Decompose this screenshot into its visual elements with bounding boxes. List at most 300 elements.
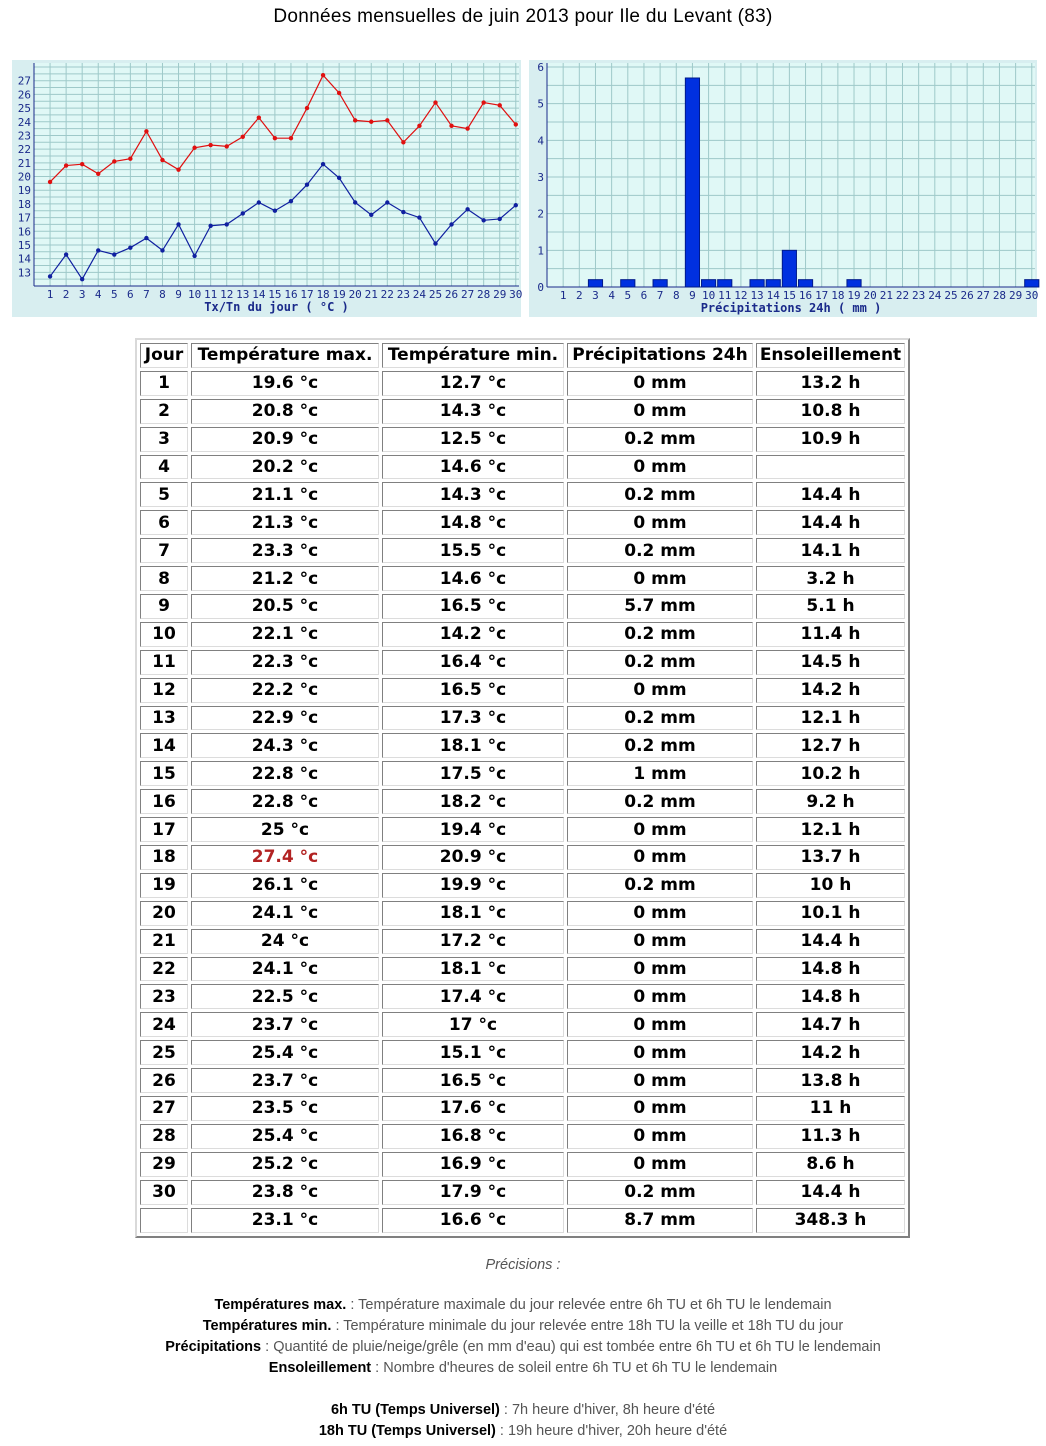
x-tick-label: 23 [396, 288, 410, 301]
table-cell: 29 [140, 1152, 188, 1177]
table-cell: 22.9 °c [191, 706, 379, 731]
table-cell: 10 [140, 622, 188, 647]
y-tick-label: 14 [17, 252, 31, 266]
data-point-tn [321, 162, 325, 166]
y-tick-label: 27 [17, 74, 31, 88]
data-point-tn [144, 236, 148, 240]
x-tick-label: 8 [672, 289, 680, 302]
table-row [140, 984, 905, 1009]
definition-line [0, 1295, 1046, 1316]
table-cell: 18 [140, 845, 188, 870]
data-point-tn [369, 213, 373, 217]
data-point-tx [273, 136, 277, 140]
y-tick-label: 25 [17, 102, 31, 116]
data-point-tn [112, 252, 116, 256]
table-row [140, 594, 905, 619]
table-cell: 16.5 °c [382, 1068, 564, 1093]
table-row [140, 929, 905, 954]
data-point-tx [449, 124, 453, 128]
table-cell: 5.1 h [756, 594, 905, 619]
definition-term: Ensoleillement [268, 1360, 372, 1376]
table-cell: 17.4 °c [382, 984, 564, 1009]
x-tick-label: 27 [976, 289, 990, 302]
table-cell: 22.8 °c [191, 789, 379, 814]
definition-line [0, 1421, 1046, 1442]
table-cell: 16.9 °c [382, 1152, 564, 1177]
table-cell: 5 [140, 482, 188, 507]
table-cell: 16 [140, 789, 188, 814]
table-cell: 348.3 h [756, 1208, 905, 1233]
table-cell: 7 [140, 538, 188, 563]
y-tick-label: 0 [537, 281, 544, 294]
table-cell: 14.6 °c [382, 566, 564, 591]
x-tick-label: 23 [912, 289, 926, 302]
precipitation-bar [782, 250, 796, 287]
data-point-tx [96, 172, 100, 176]
table-cell: 0 mm [567, 399, 753, 424]
data-point-tx [465, 126, 469, 130]
data-point-tn [433, 241, 437, 245]
data-point-tx [176, 167, 180, 171]
table-cell: 0 mm [567, 1096, 753, 1121]
y-tick-label: 13 [17, 266, 31, 280]
table-cell: 20.9 °c [382, 845, 564, 870]
data-point-tx [289, 136, 293, 140]
table-cell: 23.8 °c [191, 1180, 379, 1205]
table-row [140, 957, 905, 982]
data-point-tx [144, 129, 148, 133]
data-point-tx [225, 144, 229, 148]
x-tick-label: 22 [380, 288, 394, 301]
table-cell: 14.2 °c [382, 622, 564, 647]
definition-term: Températures min. [202, 1318, 332, 1334]
table-row [140, 1068, 905, 1093]
y-tick-label: 21 [17, 156, 31, 170]
x-axis-label: Tx/Tn du jour ( °C ) [204, 300, 349, 314]
table-cell: 0.2 mm [567, 650, 753, 675]
data-point-tn [337, 176, 341, 180]
data-point-tx [128, 157, 132, 161]
data-point-tn [498, 217, 502, 221]
data-point-tn [481, 218, 485, 222]
x-tick-label: 15 [268, 288, 282, 301]
y-tick-label: 4 [537, 134, 544, 148]
table-cell: 16.5 °c [382, 594, 564, 619]
table-cell: 19.4 °c [382, 817, 564, 842]
table-cell: 23.7 °c [191, 1012, 379, 1037]
x-tick-label: 13 [750, 289, 764, 302]
table-cell: 20.9 °c [191, 427, 379, 452]
table-row [140, 761, 905, 786]
x-tick-label: 11 [718, 289, 732, 302]
table-row [140, 1180, 905, 1205]
precipitation-bar [621, 280, 635, 287]
precipitation-bar [750, 280, 764, 287]
table-cell: 0.2 mm [567, 538, 753, 563]
precipitation-bar [588, 280, 602, 287]
table-body [140, 371, 905, 1233]
table-cell: 23.5 °c [191, 1096, 379, 1121]
data-point-tn [128, 245, 132, 249]
table-cell: 14.2 h [756, 1040, 905, 1065]
table-cell: 16.8 °c [382, 1124, 564, 1149]
table-row [140, 1152, 905, 1177]
x-tick-label: 18 [316, 288, 330, 301]
x-tick-label: 8 [159, 288, 166, 301]
data-point-tx [64, 163, 68, 167]
table-cell: 20.5 °c [191, 594, 379, 619]
table-cell: 8.7 mm [567, 1208, 753, 1233]
table-cell: 19.6 °c [191, 371, 379, 396]
precipitation-bar [685, 78, 699, 287]
table-cell: 20 [140, 901, 188, 926]
table-cell [140, 1208, 188, 1233]
x-tick-label: 29 [493, 288, 507, 301]
table-cell: 25.2 °c [191, 1152, 379, 1177]
x-tick-label: 6 [640, 289, 648, 302]
data-point-tx [417, 124, 421, 128]
x-tick-label: 9 [175, 288, 182, 301]
x-tick-label: 16 [798, 289, 813, 302]
data-point-tn [401, 210, 405, 214]
table-cell: 0.2 mm [567, 622, 753, 647]
table-cell: 3.2 h [756, 566, 905, 591]
table-cell: 12 [140, 678, 188, 703]
table-cell: 9.2 h [756, 789, 905, 814]
table-cell: 0 mm [567, 817, 753, 842]
table-cell: 4 [140, 455, 188, 480]
page-title: Données mensuelles de juin 2013 pour Ile du Levant (83) [273, 6, 773, 27]
x-tick-label: 28 [992, 289, 1007, 302]
table-row [140, 678, 905, 703]
y-tick-label: 19 [17, 184, 31, 198]
data-point-tx [353, 118, 357, 122]
table-cell: 0.2 mm [567, 427, 753, 452]
x-tick-label: 30 [1025, 289, 1039, 302]
table-cell: 10.2 h [756, 761, 905, 786]
table-row [140, 622, 905, 647]
data-point-tx [337, 91, 341, 95]
data-point-tn [514, 203, 518, 207]
data-point-tx [514, 122, 518, 126]
x-tick-label: 26 [960, 289, 974, 302]
table-cell: 14.7 h [756, 1012, 905, 1037]
x-tick-label: 18 [831, 289, 845, 302]
table-cell: 16.5 °c [382, 678, 564, 703]
table-cell: 25 °c [191, 817, 379, 842]
column-header: Précipitations 24h [567, 343, 753, 368]
table-cell: 13.8 h [756, 1068, 905, 1093]
table-cell: 24 °c [191, 929, 379, 954]
table-cell: 14.4 h [756, 1180, 905, 1205]
table-cell: 24.3 °c [191, 733, 379, 758]
table-cell: 18.1 °c [382, 901, 564, 926]
table-cell: 14.2 h [756, 678, 905, 703]
x-tick-label: 26 [444, 288, 459, 301]
precipitation-bar [653, 280, 667, 287]
y-tick-label: 22 [17, 143, 31, 157]
table-row [140, 399, 905, 424]
table-cell: 16.6 °c [382, 1208, 564, 1233]
data-point-tn [449, 222, 453, 226]
data-point-tn [176, 222, 180, 226]
data-point-tn [465, 207, 469, 211]
table-cell: 17.3 °c [382, 706, 564, 731]
table-cell: 10.9 h [756, 427, 905, 452]
table-cell: 14.8 h [756, 984, 905, 1009]
data-point-tx [48, 180, 52, 184]
table-cell: 17.9 °c [382, 1180, 564, 1205]
y-tick-label: 16 [17, 225, 31, 239]
table-row [140, 845, 905, 870]
table-cell: 22 [140, 957, 188, 982]
precipitation-bar [702, 280, 716, 287]
data-point-tx [481, 100, 485, 104]
x-tick-label: 3 [592, 289, 599, 302]
table-header-row [140, 343, 905, 368]
table-cell: 30 [140, 1180, 188, 1205]
table-row [140, 482, 905, 507]
table-cell: 23.3 °c [191, 538, 379, 563]
table-cell: 13.7 h [756, 845, 905, 870]
y-tick-label: 18 [17, 197, 31, 211]
temperature-chart-svg [12, 60, 521, 317]
x-tick-label: 2 [62, 288, 70, 301]
data-point-tx [498, 103, 502, 107]
table-cell: 25.4 °c [191, 1124, 379, 1149]
table-cell: 11.4 h [756, 622, 905, 647]
table-row [140, 873, 905, 898]
table-cell: 0 mm [567, 1068, 753, 1093]
table-cell: 27.4 °c [191, 845, 379, 870]
table-row [140, 650, 905, 675]
x-axis-label: Précipitations 24h ( mm ) [700, 301, 882, 315]
table-cell: 23 [140, 984, 188, 1009]
data-point-tn [385, 200, 389, 204]
column-header: Température min. [382, 343, 564, 368]
data-point-tn [48, 274, 52, 278]
table-cell: 0 mm [567, 566, 753, 591]
data-point-tn [353, 200, 357, 204]
definition-term: 6h TU (Temps Universel) [330, 1402, 500, 1418]
table-cell: 25.4 °c [191, 1040, 379, 1065]
x-tick-label: 29 [1008, 289, 1023, 302]
table-cell: 0 mm [567, 1012, 753, 1037]
table-row [140, 538, 905, 563]
x-tick-label: 25 [944, 289, 958, 302]
x-tick-label: 28 [477, 288, 491, 301]
table-cell: 14.1 h [756, 538, 905, 563]
table-cell [756, 455, 905, 480]
table-row [140, 427, 905, 452]
table-cell: 12.7 h [756, 733, 905, 758]
table-cell: 11 h [756, 1096, 905, 1121]
precipitation-chart-svg [529, 60, 1037, 317]
table-cell: 13 [140, 706, 188, 731]
x-tick-label: 5 [110, 288, 118, 301]
table-cell: 18.1 °c [382, 957, 564, 982]
table-cell: 1 mm [567, 761, 753, 786]
totals-row [140, 1208, 905, 1233]
table-cell: 0.2 mm [567, 733, 753, 758]
table-cell: 17.6 °c [382, 1096, 564, 1121]
x-tick-label: 6 [127, 288, 134, 301]
table-row [140, 1096, 905, 1121]
table-cell: 0.2 mm [567, 789, 753, 814]
x-tick-label: 25 [428, 288, 443, 301]
table-cell: 0 mm [567, 678, 753, 703]
table-cell: 14.5 h [756, 650, 905, 675]
notes-section [0, 1255, 1046, 1442]
x-tick-label: 12 [734, 289, 748, 302]
table-cell: 14.3 °c [382, 482, 564, 507]
table-cell: 26.1 °c [191, 873, 379, 898]
data-point-tn [257, 200, 261, 204]
table-cell: 15.5 °c [382, 538, 564, 563]
table-row [140, 566, 905, 591]
data-point-tn [305, 183, 309, 187]
table-cell: 18.1 °c [382, 733, 564, 758]
data-point-tx [321, 73, 325, 77]
x-tick-label: 10 [701, 289, 716, 302]
table-row [140, 817, 905, 842]
precipitation-bar [798, 280, 812, 287]
table-cell: 12.1 h [756, 706, 905, 731]
data-point-tn [273, 209, 277, 213]
table-cell: 11 [140, 650, 188, 675]
data-point-tx [369, 120, 373, 124]
table-cell: 0 mm [567, 1040, 753, 1065]
table-cell: 18.2 °c [382, 789, 564, 814]
x-tick-label: 14 [252, 288, 266, 301]
table-cell: 22.3 °c [191, 650, 379, 675]
table-cell: 22.1 °c [191, 622, 379, 647]
data-point-tx [80, 162, 84, 166]
table-cell: 0 mm [567, 845, 753, 870]
table-cell: 17.2 °c [382, 929, 564, 954]
data-point-tx [305, 106, 309, 110]
x-tick-label: 17 [815, 289, 829, 302]
table-row [140, 706, 905, 731]
data-point-tn [64, 252, 68, 256]
y-tick-label: 1 [537, 244, 544, 258]
definition-line [0, 1400, 1046, 1421]
x-tick-label: 1 [559, 289, 567, 302]
table-cell: 14 [140, 733, 188, 758]
table-cell: 23.7 °c [191, 1068, 379, 1093]
definition-text: : Nombre d'heures de soleil entre 6h TU et 6h TU le lendemain [371, 1360, 778, 1376]
table-cell: 15.1 °c [382, 1040, 564, 1065]
x-tick-label: 9 [689, 289, 696, 302]
temperature-chart [12, 60, 521, 317]
column-header: Température max. [191, 343, 379, 368]
x-tick-label: 24 [928, 289, 942, 302]
data-point-tx [241, 135, 245, 139]
data-point-tn [289, 199, 293, 203]
table-cell: 25 [140, 1040, 188, 1065]
table-cell: 0 mm [567, 984, 753, 1009]
table-cell: 10 h [756, 873, 905, 898]
data-point-tn [80, 277, 84, 281]
table-cell: 28 [140, 1124, 188, 1149]
precipitation-bar [766, 280, 780, 287]
table-cell: 16.4 °c [382, 650, 564, 675]
table-cell: 17 [140, 817, 188, 842]
table-cell: 14.8 °c [382, 510, 564, 535]
table-cell: 0 mm [567, 929, 753, 954]
data-point-tn [192, 254, 196, 258]
data-point-tx [433, 100, 437, 104]
table-cell: 12.5 °c [382, 427, 564, 452]
table-cell: 0.2 mm [567, 482, 753, 507]
definition-text: : Température minimale du jour relevée entre 18h TU la veille et 18h TU du jour [331, 1318, 844, 1334]
definition-term: Températures max. [214, 1297, 347, 1313]
table-cell: 20.8 °c [191, 399, 379, 424]
table-cell: 19 [140, 873, 188, 898]
table-cell: 8.6 h [756, 1152, 905, 1177]
x-tick-label: 30 [509, 288, 523, 301]
table-cell: 11.3 h [756, 1124, 905, 1149]
y-tick-label: 6 [537, 61, 544, 74]
definition-line [0, 1316, 1046, 1337]
table-cell: 14.6 °c [382, 455, 564, 480]
x-tick-label: 4 [94, 288, 102, 301]
y-tick-label: 15 [17, 238, 31, 252]
y-tick-label: 5 [537, 97, 544, 111]
x-tick-label: 20 [863, 289, 877, 302]
x-tick-label: 20 [348, 288, 362, 301]
data-point-tx [385, 118, 389, 122]
table-cell: 14.4 h [756, 929, 905, 954]
table-cell: 0 mm [567, 1152, 753, 1177]
table-cell: 0 mm [567, 371, 753, 396]
table-row [140, 789, 905, 814]
y-tick-label: 26 [17, 88, 31, 102]
x-tick-label: 1 [46, 288, 54, 301]
data-point-tn [208, 224, 212, 228]
table-cell: 0 mm [567, 510, 753, 535]
table-cell: 0 mm [567, 957, 753, 982]
table-cell: 23.1 °c [191, 1208, 379, 1233]
table-cell: 19.9 °c [382, 873, 564, 898]
y-tick-label: 17 [17, 211, 31, 225]
precipitation-bar [847, 280, 861, 287]
definition-term: 18h TU (Temps Universel) [318, 1423, 496, 1439]
table-cell: 14.3 °c [382, 399, 564, 424]
table-row [140, 1124, 905, 1149]
x-tick-label: 19 [847, 289, 861, 302]
definitions-list [0, 1295, 1046, 1379]
daily-data-table [135, 338, 910, 1238]
x-tick-label: 4 [608, 289, 615, 302]
x-tick-label: 14 [766, 289, 780, 302]
table-cell: 13.2 h [756, 371, 905, 396]
table-cell: 21.2 °c [191, 566, 379, 591]
table-cell: 14.4 h [756, 482, 905, 507]
table-cell: 3 [140, 427, 188, 452]
y-tick-label: 24 [17, 115, 31, 129]
table-cell: 24.1 °c [191, 901, 379, 926]
definition-line [0, 1358, 1046, 1379]
table-cell: 0.2 mm [567, 1180, 753, 1205]
x-tick-label: 7 [656, 289, 664, 302]
definition-text: : Température maximale du jour relevée entre 6h TU et 6h TU le lendemain [346, 1297, 832, 1313]
table-cell: 0.2 mm [567, 873, 753, 898]
table-cell: 21 [140, 929, 188, 954]
table-cell: 10.8 h [756, 399, 905, 424]
table-row [140, 510, 905, 535]
table-cell: 5.7 mm [567, 594, 753, 619]
